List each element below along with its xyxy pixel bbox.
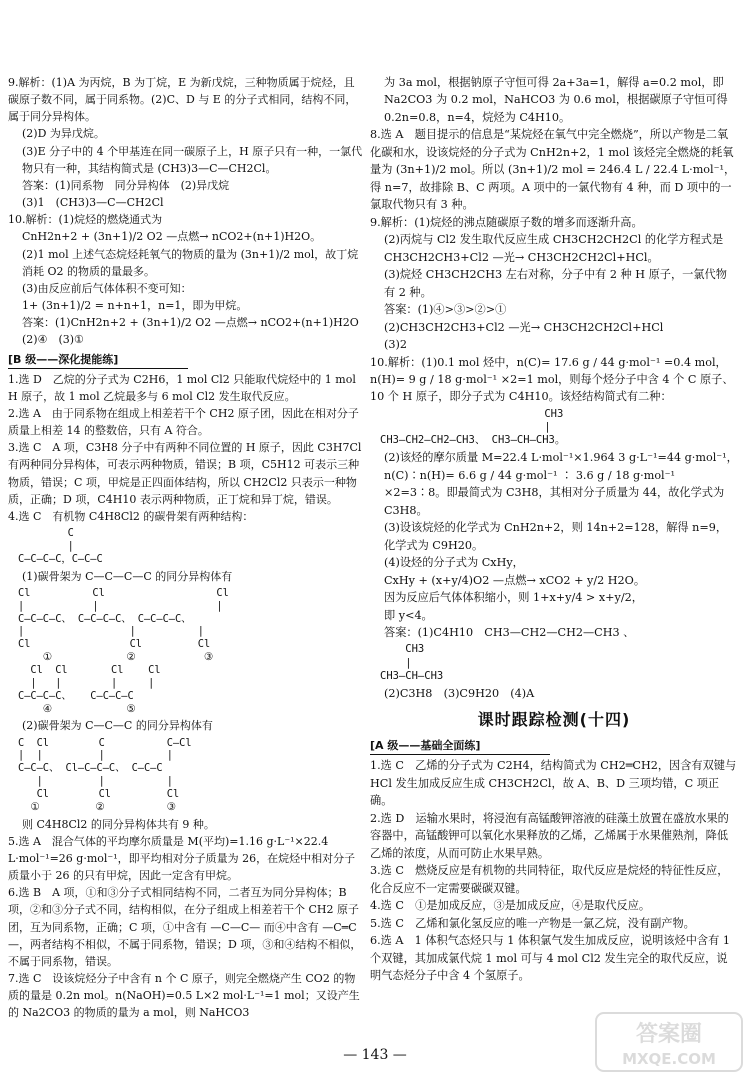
answer-paragraph: 10.解析：(1)烷烃的燃烧通式为 [8, 213, 163, 227]
answer-paragraph: 9.解析：(1)烷烃的沸点随碳原子数的增多而逐渐升高。 [370, 215, 643, 229]
answer-paragraph: (2)该烃的摩尔质量 M=22.4 L·mol⁻¹×1.964 3 g·L⁻¹=44 g·mol⁻¹，n(C)∶n(H)= 6.6 g / 44 g·mol⁻¹ ∶ 3.6 g / 18 g·mol⁻¹ ×2=3∶8。即最简式为 C3H8，其相对分子质量为 44，故化学式为 C3H8。 [384, 451, 738, 517]
answer-paragraph: 6.选 A 1 体积气态烃只与 1 体积氯气发生加成反应，说明该烃中含有 1 个双键，其加成氯代烷 1 mol 可与 4 mol Cl2 发生完全的取代反应，说明气态烃分子中含 4 个氢原子。 [370, 934, 730, 983]
answer-paragraph: 4.选 C 有机物 C4H8Cl2 的碳骨架有两种结构： [8, 509, 254, 523]
answer-paragraph: 因为反应后气体体积缩小，则 1+x+y/4 > x+y/2， [384, 591, 643, 605]
structure-formula: CH3 | CH3—CH2—CH2—CH3、 CH3—CH—CH3。 [380, 407, 566, 447]
answer-paragraph: 1.选 C 乙烯的分子式为 C2H4，结构简式为 CH2═CH2，因含有双键与 HCl 发生加成反应生成 CH3CH2Cl，故 A、B、D 三项均错，C 项正确。 [370, 759, 737, 808]
structure-formula: C | C—C—C—C，C—C—C [18, 527, 103, 565]
answer-paragraph: 答案：(1)C4H10 CH3—CH2—CH2—CH3 、 [384, 625, 635, 639]
answer-paragraph: (3)设该烷烃的化学式为 CnH2n+2，则 14n+2=128，解得 n=9，化学式为 C9H20。 [384, 521, 728, 552]
answer-paragraph: (2)CH3CH2CH3+Cl2 —光→ CH3CH2CH2Cl+HCl [384, 320, 664, 334]
answer-paragraph: 答案：(1)④>③>②>① [384, 303, 507, 317]
section-title: 课时跟踪检测(十四) [477, 710, 631, 730]
answer-paragraph: 5.选 A 混合气体的平均摩尔质量是 M(平均)=1.16 g·L⁻¹×22.4 L·mol⁻¹=26 g·mol⁻¹，即平均相对分子质量为 26，在烷烃中相对分子质量小于 26 的只有甲烷，因此一定含有甲烷。 [8, 834, 356, 883]
answer-paragraph: CxHy + (x+y/4)O2 —点燃→ xCO2 + y/2 H2O。 [384, 573, 646, 587]
section-heading: [B 级——深化提能练] [8, 351, 188, 369]
answer-paragraph: 为 3a mol，根据钠原子守恒可得 2a+3a=1，解得 a=0.2 mol，即 Na2CO3 为 0.2 mol，NaHCO3 为 0.6 mol，根据碳原子守恒可得 0.2n=0.8，n=4，烷烃为 C4H10。 [384, 76, 728, 124]
answer-paragraph: (3)E 分子中的 4 个甲基连在同一碳原子上，H 原子只有一种，一氯代物只有一种，其结构简式是 (CH3)3—C—CH2Cl。 [22, 144, 363, 175]
answer-paragraph: (2)④ (3)① [22, 333, 84, 347]
answer-paragraph: (2)丙烷与 Cl2 发生取代反应生成 CH3CH2CH2Cl 的化学方程式是 CH3CH2CH3+Cl2 —光→ CH3CH2CH2Cl+HCl。 [384, 233, 724, 264]
structure-formula: Cl Cl Cl | | | C—C—C—C、 C—C—C—C、 C—C—C—C、 | | | Cl Cl Cl ① ② ③ Cl Cl Cl Cl | | | | C—C—C—C、 C—C—C—C ④ ⑤ [18, 586, 229, 715]
answer-paragraph: (2)1 mol 上述气态烷烃耗氧气的物质的量为 (3n+1)/2 mol，故丁烷消耗 O2 的物质的量最多。 [22, 247, 359, 278]
svg-text:答案圈: 答案圈 [635, 1022, 703, 1047]
answer-paragraph: 8.选 A 题目提示的信息是“某烷烃在氧气中完全燃烧”，所以产物是二氧化碳和水，设该烷烃的分子式为 CnH2n+2，1 mol 该烃完全燃烧的耗氧量为 (3n+1)/2 mol。所以 (3n+1)/2 mol = 246.4 L / 22.4 L·mol⁻¹，得 n=7，故排除 B、C 两项。A 项中的一氯代物有 4 种，而 D 项中的一氯取代物只有 3 种。 [370, 128, 736, 212]
answer-paragraph: CnH2n+2 + (3n+1)/2 O2 —点燃→ nCO2+(n+1)H2O。 [22, 230, 322, 244]
left-column [8, 74, 363, 1022]
answer-paragraph: 5.选 C 乙烯和氯化氢反应的唯一产物是一氯乙烷，没有副产物。 [370, 916, 695, 930]
answer-paragraph: 答案：(1)CnH2n+2 + (3n+1)/2 O2 —点燃→ nCO2+(n+1)H2O [22, 316, 359, 330]
answer-paragraph: 4.选 C ①是加成反应，③是加成反应，④是取代反应。 [370, 899, 651, 913]
answer-paragraph: 2.选 A 由于同系物在组成上相差若干个 CH2 原子团，因此在相对分子质量上相差 14 的整数倍，只有 A 符合。 [8, 406, 359, 438]
structure-formula: CH3 | CH3—CH—CH3 [380, 643, 444, 682]
watermark-graphic [594, 1011, 744, 1073]
answer-paragraph: (3)由反应前后气体体积不变可知： [22, 281, 192, 295]
answer-paragraph: (2)C3H8 (3)C9H20 (4)A [384, 686, 535, 700]
answer-paragraph: (2)D 为异戊烷。 [22, 127, 105, 141]
page-number: — 143 — [343, 1047, 407, 1064]
watermark-logo [594, 1011, 744, 1073]
answer-paragraph: (2)碳骨架为 C—C—C 的同分异构体有 [22, 719, 213, 733]
svg-text:MXQE.COM: MXQE.COM [622, 1050, 716, 1068]
answer-paragraph: 3.选 C A 项，C3H8 分子中有两种不同位置的 H 原子，因此 C3H7Cl 有两种同分异构体，可表示两种物质，错误；B 项，C5H12 可表示三种物质，错误；C 项，甲烷是正四面体结构，所以 CH2Cl2 只表示一种物质，正确；D 项，C4H10 表示两种物质，正丁烷和异丁烷，错误。 [8, 441, 362, 506]
answer-paragraph: 即 y<4。 [384, 608, 433, 622]
answer-paragraph: (1)碳骨架为 C—C—C—C 的同分异构体有 [22, 569, 233, 583]
answer-paragraph: 答案：(1)同系物 同分异构体 (2)异戊烷 [22, 178, 230, 192]
answer-paragraph: (3)烷烃 CH3CH2CH3 左右对称，分子中有 2 种 H 原子，一氯代物有 2 种。 [384, 268, 727, 299]
answer-paragraph: (3)2 [384, 338, 407, 352]
answer-paragraph: (4)设烃的分子式为 CxHy， [384, 556, 524, 570]
right-column [370, 74, 738, 984]
structure-formula: C Cl C C—Cl | | | | C—C—C、 Cl—C—C—C、 C—C—C | | | Cl Cl Cl ① ② ③ [18, 736, 192, 813]
answer-paragraph: 1.选 D 乙烷的分子式为 C2H6，1 mol Cl2 只能取代烷烃中的 1 mol H 原子，故 1 mol 乙烷最多与 6 mol Cl2 发生取代反应。 [8, 372, 356, 403]
answer-paragraph: 6.选 B A 项，①和③分子式相同结构不同，二者互为同分异构体；B 项，②和③分子式不同，结构相似，在分子组成上相差若干个 CH2 原子团，互为同系物，正确；C 项，①中含有 —C—C— 而④中含有 —C═C—，两者结构不相似，不属于同系物，错误；D 项，③和④结构不相似，不属于同系物，错误。 [8, 886, 362, 968]
answer-paragraph: 1+ (3n+1)/2 = n+n+1，n=1，即为甲烷。 [22, 299, 248, 313]
answer-paragraph: 9.解析：(1)A 为丙烷，B 为丁烷，E 为新戊烷，三种物质属于烷烃，且碳原子数不同，属于同系物。(2)C、D 与 E 的分子式相同，结构不同，属于同分异构体。 [8, 76, 357, 124]
answer-paragraph: 则 C4H8Cl2 的同分异构体共有 9 种。 [22, 817, 215, 831]
answer-paragraph: 7.选 C 设该烷烃分子中含有 n 个 C 原子，则完全燃烧产生 CO2 的物质的量是 0.2n mol。n(NaOH)=0.5 L×2 mol·L⁻¹=1 mol；又设产生的 Na2CO3 的物质的量为 a mol，则 NaHCO3 [8, 972, 360, 1020]
section-heading: [A 级——基础全面练] [370, 737, 550, 755]
answer-paragraph: 3.选 C 燃烧反应是有机物的共同特征，取代反应是烷烃的特征性反应，化合反应不一定需要碳碳双键。 [370, 864, 729, 895]
answer-paragraph: 2.选 D 运输水果时，将浸泡有高锰酸钾溶液的硅藻土放置在盛放水果的容器中，高锰酸钾可以氧化水果释放的乙烯，乙烯属于水果催熟剂，降低乙烯的浓度，从而可防止水果早熟。 [370, 811, 729, 860]
answer-paragraph: (3)1 (CH3)3—C—CH2Cl [22, 196, 164, 210]
answer-paragraph: 10.解析：(1)0.1 mol 烃中，n(C)= 17.6 g / 44 g·mol⁻¹ =0.4 mol，n(H)= 9 g / 18 g·mol⁻¹ ×2=1 mol，则每个烃分子中含 4 个 C 原子、10 个 H 原子，即分子式为 C4H10。该烃结构简式有二种： [370, 355, 734, 404]
